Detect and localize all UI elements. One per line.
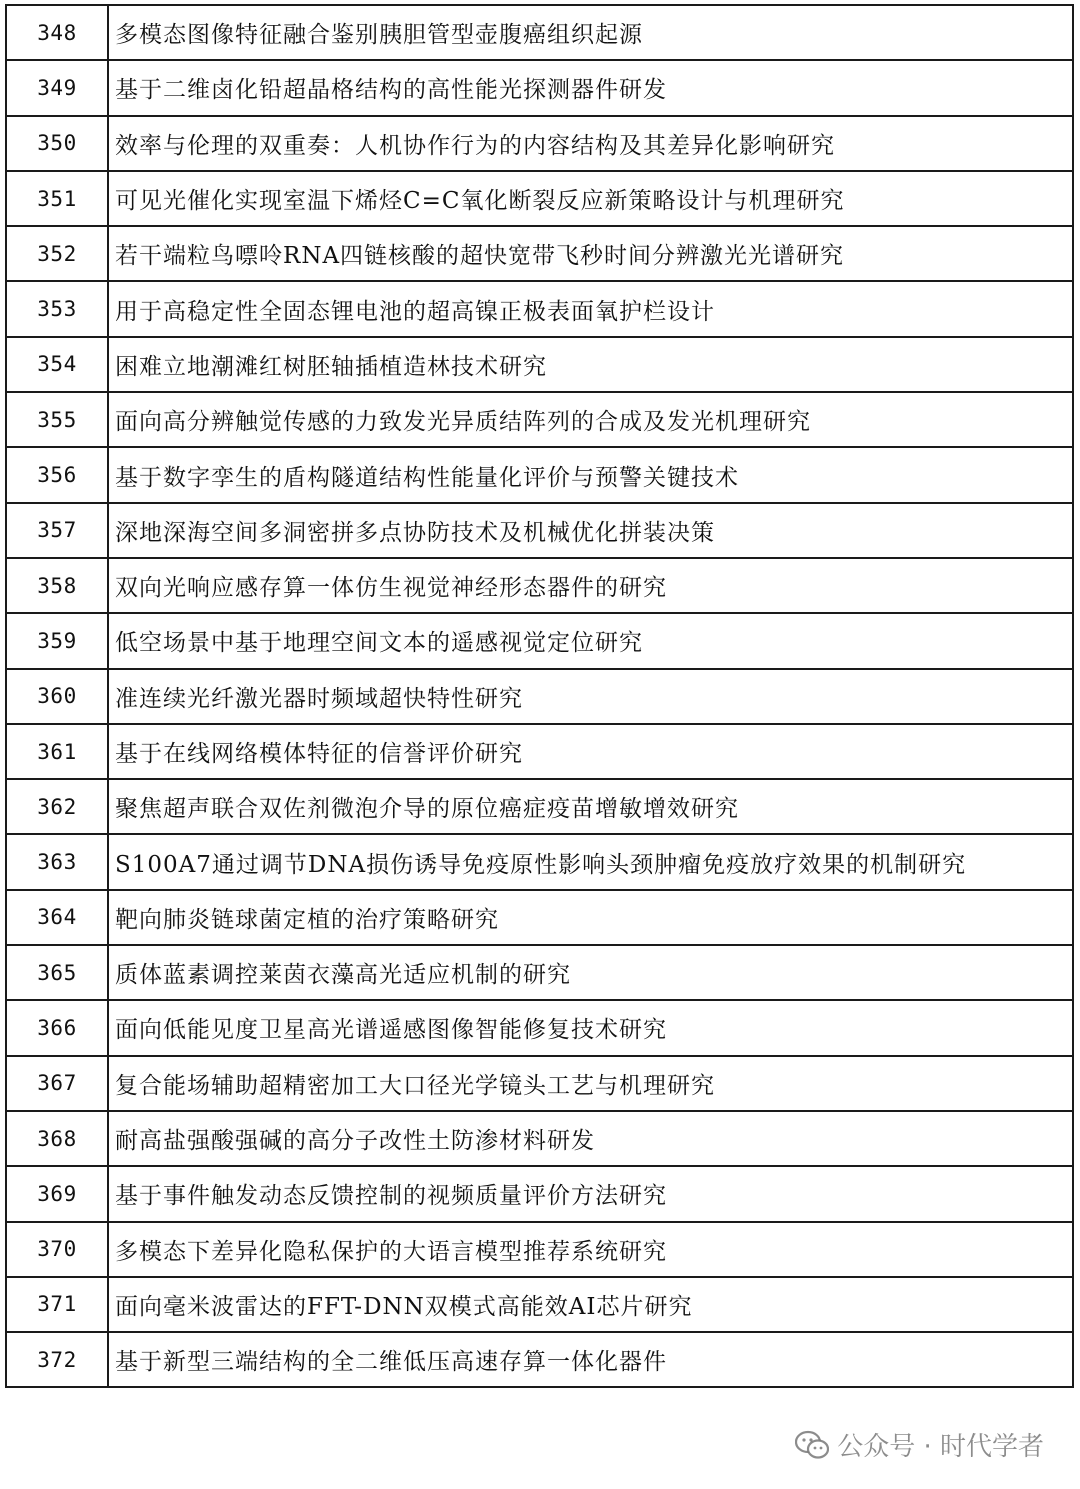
row-number: 356 [6, 447, 108, 502]
table-row [6, 337, 1073, 392]
project-title: 多模态图像特征融合鉴别胰胆管型壶腹癌组织起源 [108, 5, 1073, 60]
project-table-body [6, 5, 1073, 1387]
table-row [6, 779, 1073, 834]
table-row [6, 226, 1073, 281]
row-number: 353 [6, 281, 108, 336]
row-number: 351 [6, 171, 108, 226]
row-number: 372 [6, 1332, 108, 1387]
project-title: 可见光催化实现室温下烯烃C=C氧化断裂反应新策略设计与机理研究 [108, 171, 1073, 226]
project-title: 耐高盐强酸强碱的高分子改性土防渗材料研发 [108, 1111, 1073, 1166]
project-title: 面向高分辨触觉传感的力致发光异质结阵列的合成及发光机理研究 [108, 392, 1073, 447]
row-number: 366 [6, 1000, 108, 1055]
project-title: 基于事件触发动态反馈控制的视频质量评价方法研究 [108, 1166, 1073, 1221]
project-title: 基于数字孪生的盾构隧道结构性能量化评价与预警关键技术 [108, 447, 1073, 502]
table-row [6, 1277, 1073, 1332]
watermark [795, 1426, 1044, 1463]
project-title: 聚焦超声联合双佐剂微泡介导的原位癌症疫苗增敏增效研究 [108, 779, 1073, 834]
row-number: 363 [6, 834, 108, 889]
project-title: 多模态下差异化隐私保护的大语言模型推荐系统研究 [108, 1222, 1073, 1277]
row-number: 364 [6, 890, 108, 945]
table-row [6, 1166, 1073, 1221]
row-number: 369 [6, 1166, 108, 1221]
project-title: 深地深海空间多洞密拼多点协防技术及机械优化拼装决策 [108, 503, 1073, 558]
row-number: 361 [6, 724, 108, 779]
row-number: 348 [6, 5, 108, 60]
project-title: 若干端粒鸟嘌呤RNA四链核酸的超快宽带飞秒时间分辨激光光谱研究 [108, 226, 1073, 281]
row-number: 359 [6, 613, 108, 668]
project-title: 基于新型三端结构的全二维低压高速存算一体化器件 [108, 1332, 1073, 1387]
table-row [6, 1332, 1073, 1387]
project-title: 基于二维卤化铅超晶格结构的高性能光探测器件研发 [108, 60, 1073, 115]
table-row [6, 447, 1073, 502]
table-row [6, 503, 1073, 558]
project-title: 用于高稳定性全固态锂电池的超高镍正极表面氧护栏设计 [108, 281, 1073, 336]
project-title: 复合能场辅助超精密加工大口径光学镜头工艺与机理研究 [108, 1056, 1073, 1111]
row-number: 360 [6, 669, 108, 724]
row-number: 350 [6, 116, 108, 171]
row-number: 368 [6, 1111, 108, 1166]
table-row [6, 1056, 1073, 1111]
table-row [6, 281, 1073, 336]
project-title: 面向低能见度卫星高光谱遥感图像智能修复技术研究 [108, 1000, 1073, 1055]
row-number: 370 [6, 1222, 108, 1277]
project-title: S100A7通过调节DNA损伤诱导免疫原性影响头颈肿瘤免疫放疗效果的机制研究 [108, 834, 1073, 889]
row-number: 362 [6, 779, 108, 834]
table-row [6, 724, 1073, 779]
table-row [6, 1000, 1073, 1055]
row-number: 357 [6, 503, 108, 558]
project-title: 低空场景中基于地理空间文本的遥感视觉定位研究 [108, 613, 1073, 668]
table-row [6, 834, 1073, 889]
table-row [6, 171, 1073, 226]
project-title: 效率与伦理的双重奏：人机协作行为的内容结构及其差异化影响研究 [108, 116, 1073, 171]
row-number: 352 [6, 226, 108, 281]
row-number: 367 [6, 1056, 108, 1111]
table-row [6, 945, 1073, 1000]
row-number: 358 [6, 558, 108, 613]
table-row [6, 1111, 1073, 1166]
table-row [6, 890, 1073, 945]
row-number: 355 [6, 392, 108, 447]
project-title: 靶向肺炎链球菌定植的治疗策略研究 [108, 890, 1073, 945]
project-title: 质体蓝素调控莱茵衣藻高光适应机制的研究 [108, 945, 1073, 1000]
table-row [6, 5, 1073, 60]
project-title: 基于在线网络模体特征的信誉评价研究 [108, 724, 1073, 779]
project-title: 双向光响应感存算一体仿生视觉神经形态器件的研究 [108, 558, 1073, 613]
row-number: 371 [6, 1277, 108, 1332]
row-number: 365 [6, 945, 108, 1000]
table-row [6, 116, 1073, 171]
project-title: 困难立地潮滩红树胚轴插植造林技术研究 [108, 337, 1073, 392]
project-title: 准连续光纤激光器时频域超快特性研究 [108, 669, 1073, 724]
table-row [6, 60, 1073, 115]
project-table [5, 4, 1074, 1388]
table-row [6, 613, 1073, 668]
row-number: 354 [6, 337, 108, 392]
table-row [6, 558, 1073, 613]
watermark-text: 公众号 · 时代学者 [837, 1432, 1044, 1462]
table-row [6, 392, 1073, 447]
table-row [6, 1222, 1073, 1277]
table-row [6, 669, 1073, 724]
wechat-icon [795, 1430, 829, 1460]
project-title: 面向毫米波雷达的FFT-DNN双模式高能效AI芯片研究 [108, 1277, 1073, 1332]
row-number: 349 [6, 60, 108, 115]
